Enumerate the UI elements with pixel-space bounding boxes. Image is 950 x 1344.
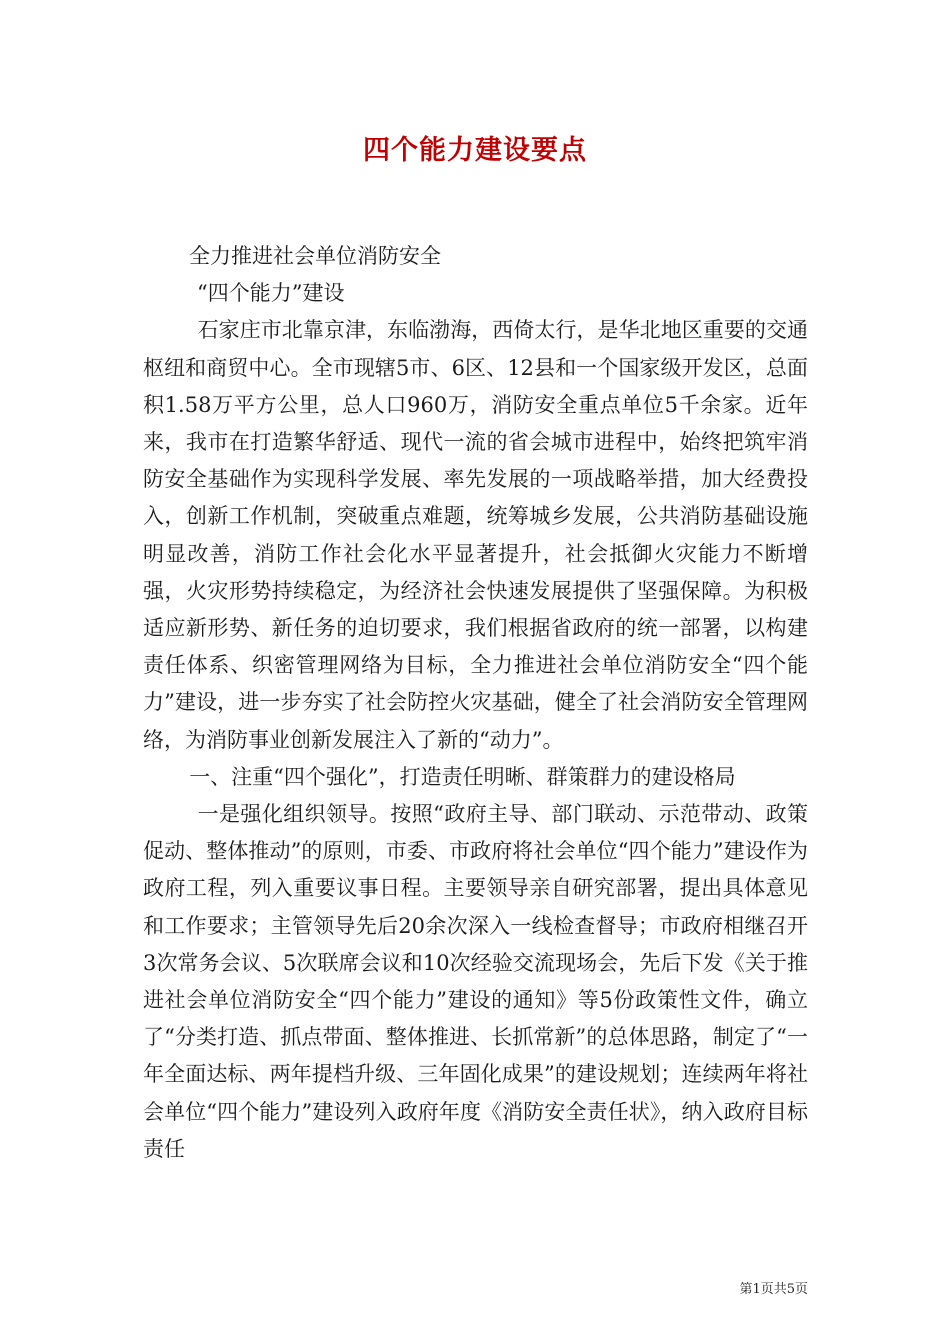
subtitle-line-1: 全力推进社会单位消防安全 (189, 244, 441, 268)
page-number: 第1页共5页 (739, 1282, 808, 1297)
subtitle-line-2: “四个能力”建设 (197, 281, 345, 306)
paragraph-intro: 石家庄市北靠京津，东临渤海，西倚太行，是华北地区重要的交通枢纽和商贸中心。全市现辖5市、6区、12县和一个国家级开发区，总面积1.58万平方公里，总人口960万，消防安全重点单位5千余家。近年来，我市在打造繁华舒适、现代一流的省会城市进程中，始终把筑牢消防安全基础作为实现科学发展、率先发展的一项战略举措，加大经费投入，创新工作机制，突破重点难题，统筹城乡发展，公共消防基础设施明显改善，消防工作社会化水平显著提升，社会抵御火灾能力不断增强，火灾形势持续稳定，为经济社会快速发展提供了坚强保障。为积极适应新形势、新任务的迫切要求，我们根据省政府的统一部署，以构建责任体系、织密管理网络为目标，全力推进社会单位消防安全“四个能力”建设，进一步夯实了社会防控火灾基础，健全了社会消防安全管理网络，为消防事业创新发展注入了新的“动力”。 (143, 318, 808, 752)
paragraph-organization: 一是强化组织领导。按照“政府主导、部门联动、示范带动、政策促动、整体推动”的原则，市委、市政府将社会单位“四个能力”建设作为政府工程，列入重要议事日程。主要领导亲自研究部署，提出具体意见和工作要求；主管领导先后20余次深入一线检查督导；市政府相继召开3次常务会议、5次联席会议和10次经验交流现场会，先后下发《关于推进社会单位消防安全“四个能力”建设的通知》等5份政策性文件，确立了“分类打造、抓点带面、整体推进、长抓常新”的总体思路，制定了“一年全面达标、两年提档升级、三年固化成果”的建设规划；连续两年将社会单位“四个能力”建设列入政府年度《消防安全责任状》，纳入政府目标责任 (143, 802, 808, 1161)
document-title: 四个能力建设要点 (363, 135, 587, 166)
document-body (143, 238, 808, 1168)
section-heading-1: 一、注重“四个强化”，打造责任明晰、群策群力的建设格局 (189, 764, 736, 789)
